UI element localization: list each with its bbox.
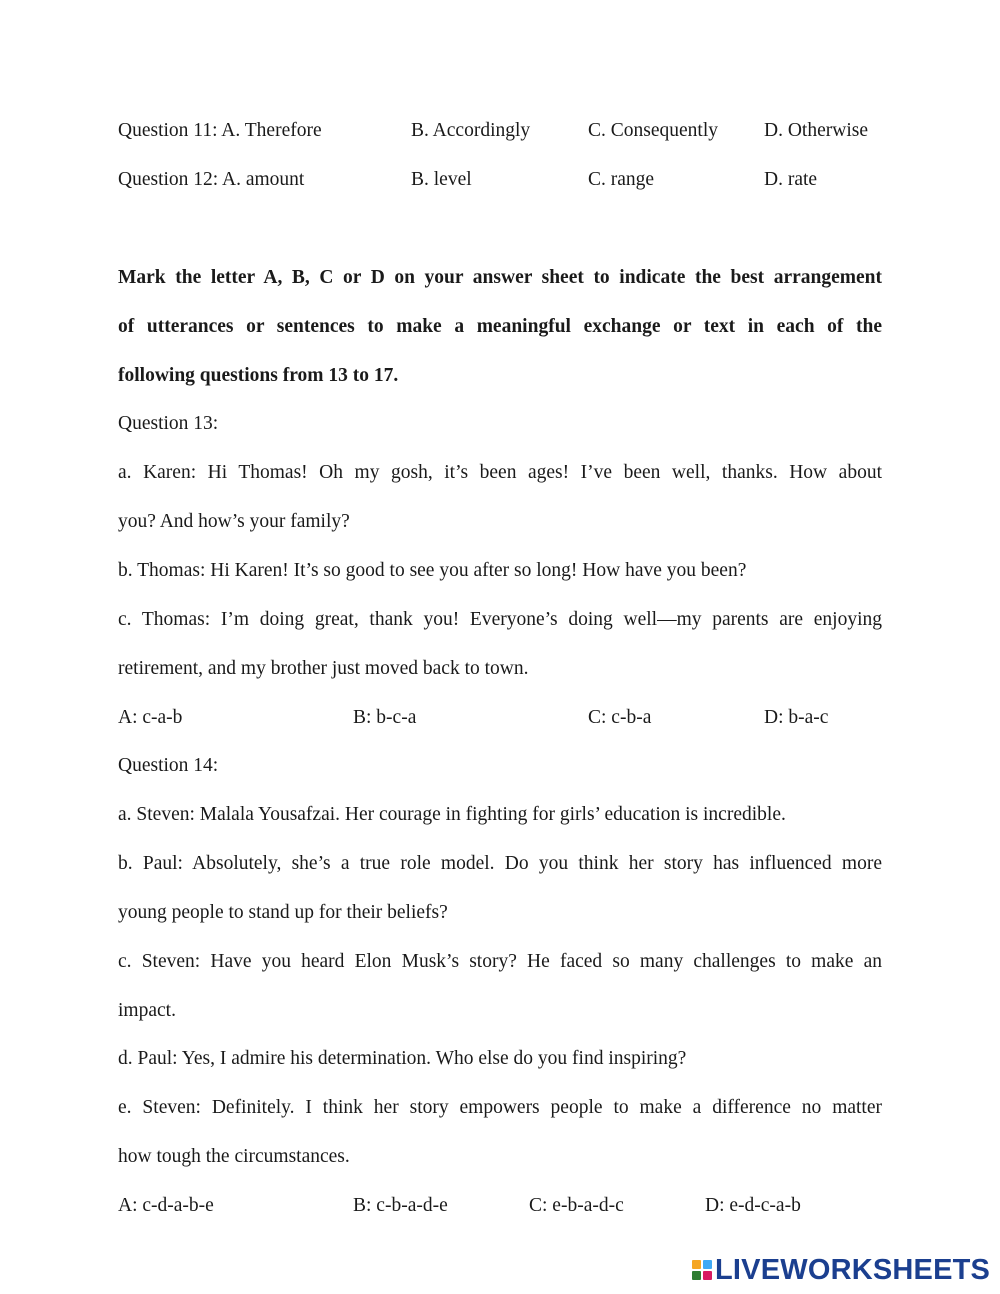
q14-answer-d: D: e-d-c-a-b xyxy=(705,1195,801,1216)
q14-sentence-e: e. Steven: Definitely. I think her story empowers people to make a difference no matter xyxy=(118,1097,882,1118)
instruction-line-2: of utterances or sentences to make a meaningful exchange or text in each of the xyxy=(118,316,882,337)
logo-mark-icon xyxy=(692,1260,712,1280)
q14-answer-b: B: c-b-a-d-e xyxy=(353,1195,448,1216)
q13-sentence-b: b. Thomas: Hi Karen! It’s so good to see you after so long! How have you been? xyxy=(118,560,747,581)
q13-sentence-a-cont: you? And how’s your family? xyxy=(118,511,350,532)
q14-sentence-b-cont: young people to stand up for their beliefs? xyxy=(118,902,448,923)
q12-option-a: Question 12: A. amount xyxy=(118,169,305,190)
q14-sentence-e-cont: how tough the circumstances. xyxy=(118,1146,350,1167)
instruction-line-1: Mark the letter A, B, C or D on your answer sheet to indicate the best arrangement xyxy=(118,267,882,288)
q14-sentence-c: c. Steven: Have you heard Elon Musk’s story? He faced so many challenges to make an xyxy=(118,951,882,972)
q11-option-a: Question 11: A. Therefore xyxy=(118,120,322,141)
q14-sentence-d: d. Paul: Yes, I admire his determination. Who else do you find inspiring? xyxy=(118,1048,687,1069)
q14-sentence-a: a. Steven: Malala Yousafzai. Her courage in fighting for girls’ education is incredible. xyxy=(118,804,786,825)
logo-text: LIVEWORKSHEETS xyxy=(715,1254,991,1286)
q13-answer-a: A: c-a-b xyxy=(118,707,183,728)
q13-answer-c: C: c-b-a xyxy=(588,707,652,728)
q14-answer-c: C: e-b-a-d-c xyxy=(529,1195,624,1216)
q11-option-b: B. Accordingly xyxy=(411,120,531,141)
q13-sentence-a: a. Karen: Hi Thomas! Oh my gosh, it’s been ages! I’ve been well, thanks. How about xyxy=(118,462,882,483)
q12-option-b: B. level xyxy=(411,169,472,190)
q13-sentence-c: c. Thomas: I’m doing great, thank you! Everyone’s doing well—my parents are enjoying xyxy=(118,609,882,630)
q13-answer-b: B: b-c-a xyxy=(353,707,417,728)
q13-title: Question 13: xyxy=(118,413,219,434)
q14-sentence-c-cont: impact. xyxy=(118,1000,176,1021)
q14-title: Question 14: xyxy=(118,755,219,776)
q13-answer-d: D: b-a-c xyxy=(764,707,829,728)
liveworksheets-logo xyxy=(692,1255,990,1285)
q14-sentence-b: b. Paul: Absolutely, she’s a true role model. Do you think her story has influenced more xyxy=(118,853,882,874)
q14-answer-a: A: c-d-a-b-e xyxy=(118,1195,214,1216)
q11-option-c: C. Consequently xyxy=(588,120,718,141)
q13-sentence-c-cont: retirement, and my brother just moved back to town. xyxy=(118,658,529,679)
q12-option-d: D. rate xyxy=(764,169,818,190)
q11-option-d: D. Otherwise xyxy=(764,120,868,141)
q12-option-c: C. range xyxy=(588,169,655,190)
instruction-line-3: following questions from 13 to 17. xyxy=(118,365,399,386)
